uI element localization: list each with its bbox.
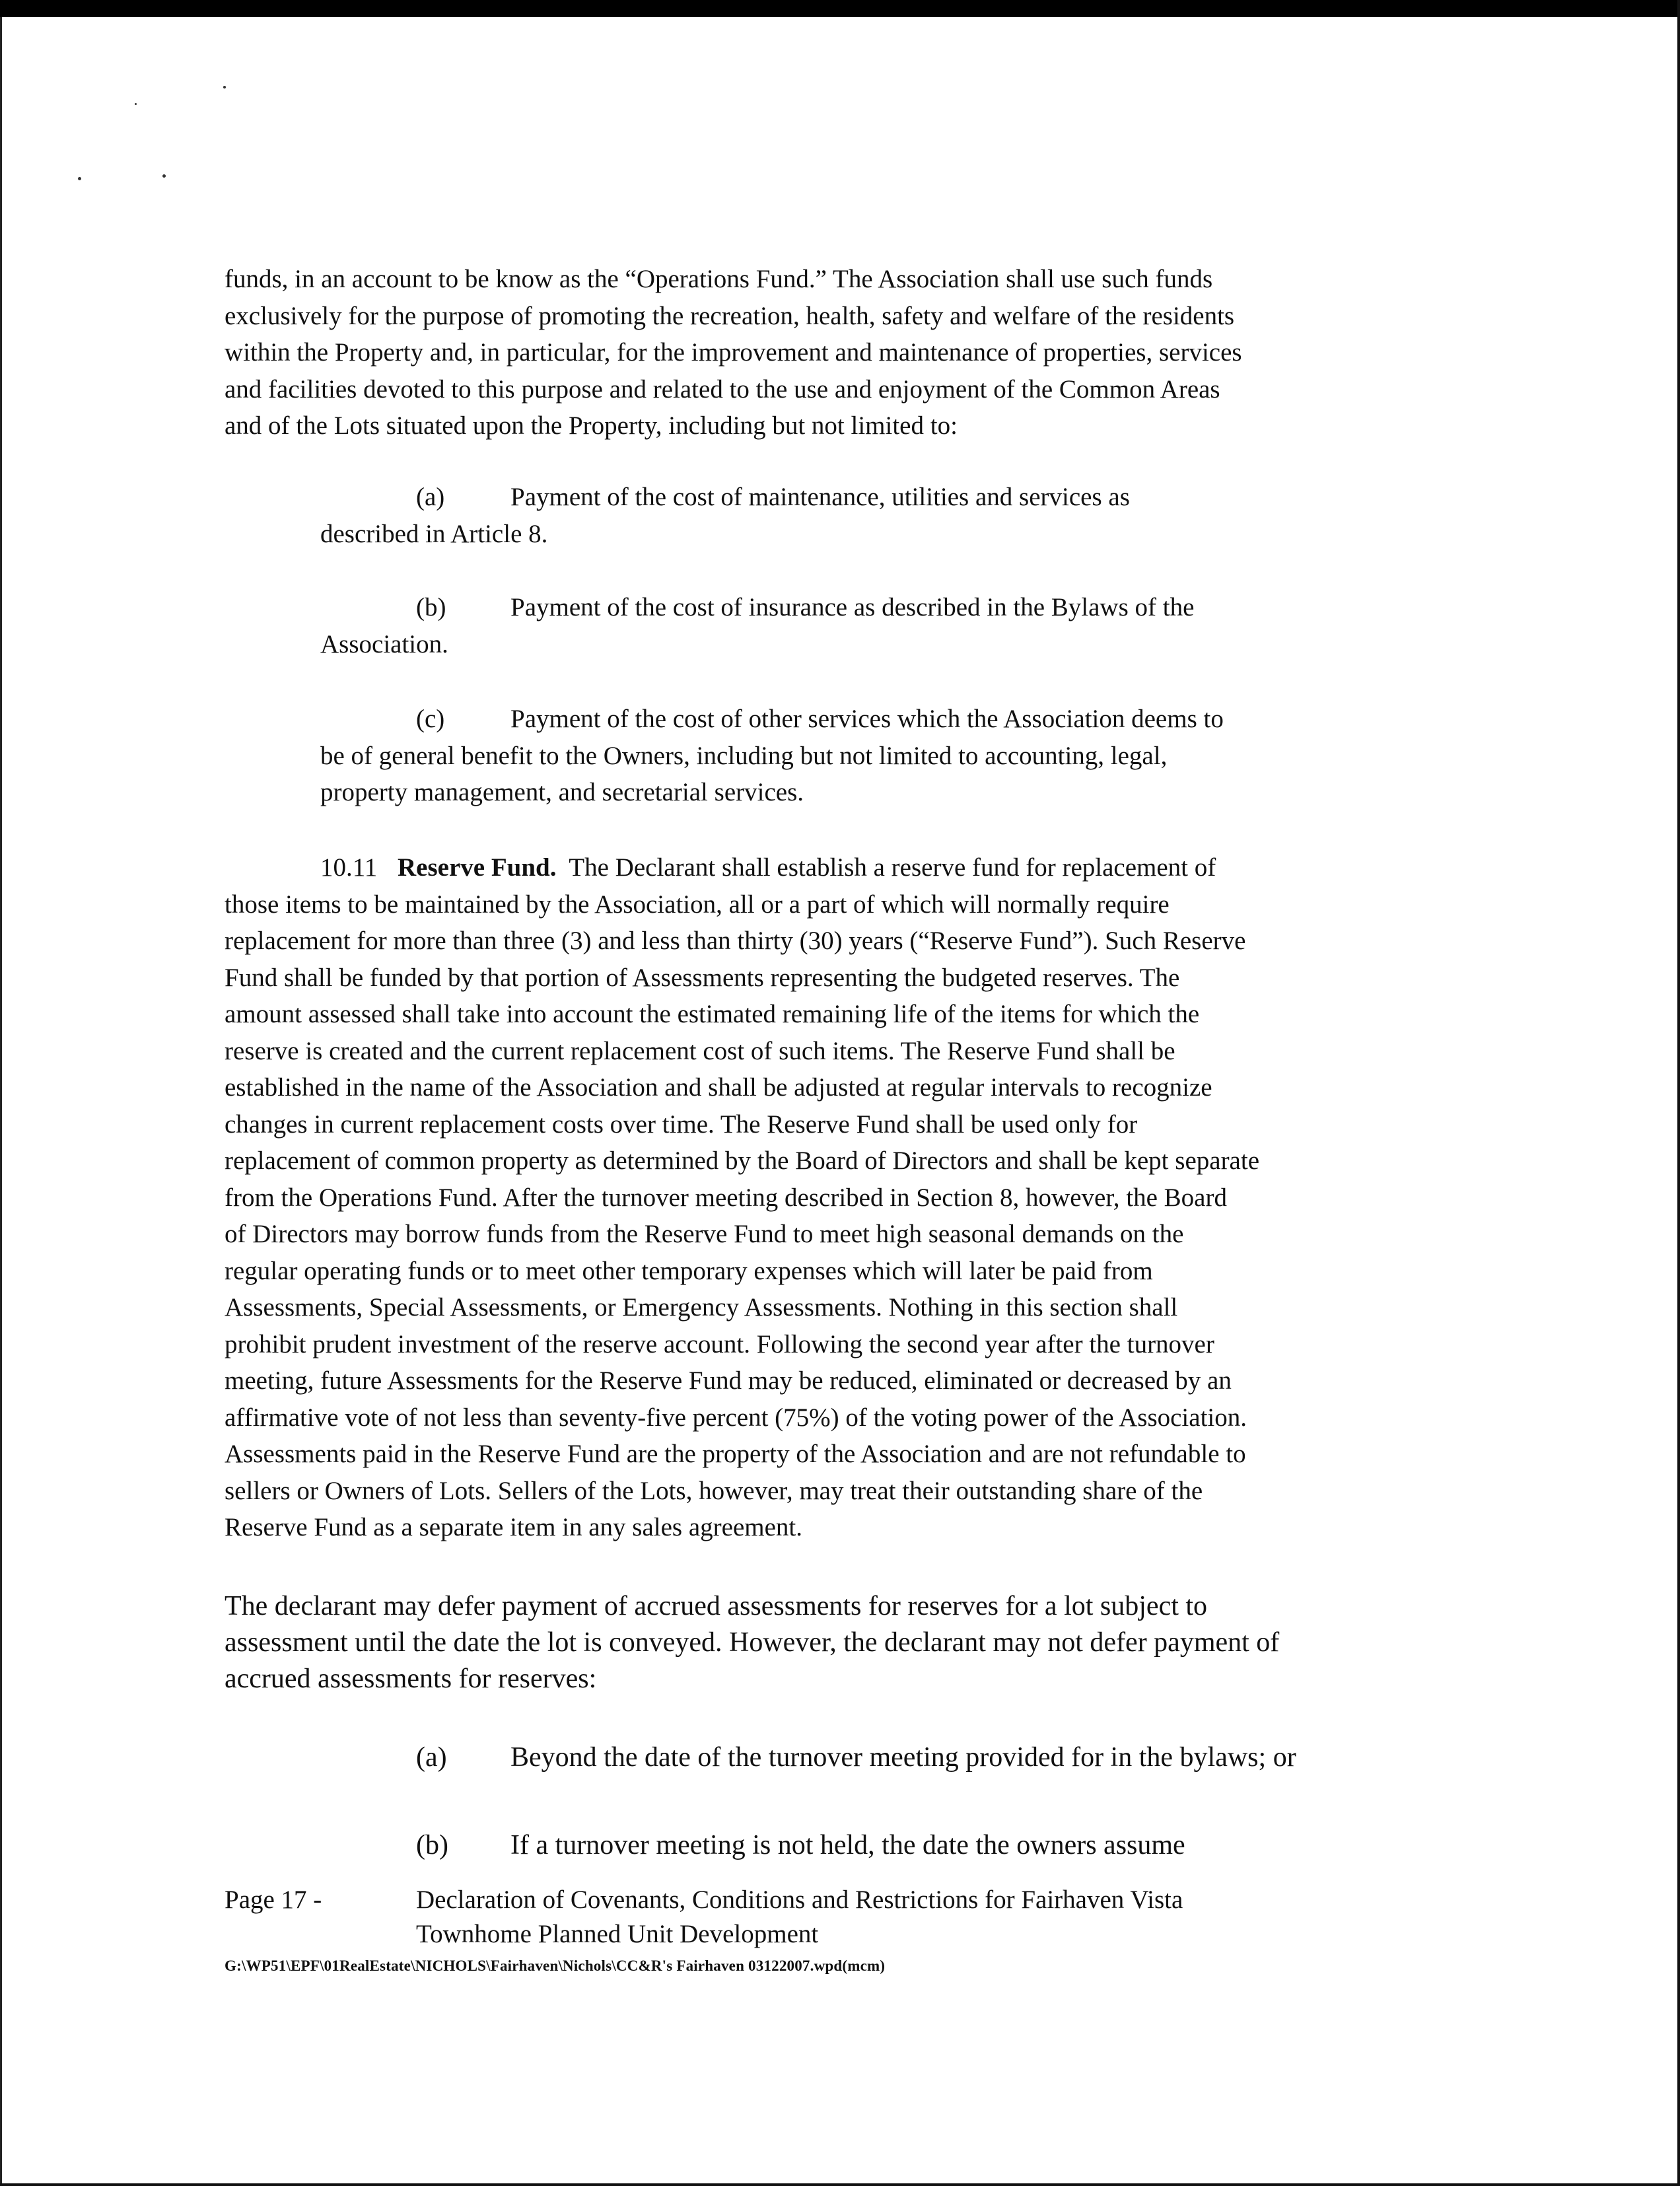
scan-bottom-border <box>0 2183 1680 2186</box>
text-line: changes in current replacement costs over time. The Reserve Fund shall be used only for <box>225 1110 1138 1139</box>
list-item-text: If a turnover meeting is not held, the date the owners assume <box>510 1830 1185 1860</box>
text-line: The declarant may defer payment of accrued assessments for reserves for a lot subject to <box>225 1591 1208 1621</box>
file-path: G:\WP51\EPF\01RealEstate\NICHOLS\Fairhaven\Nichols\CC&R's Fairhaven 03122007.wpd(mcm) <box>225 1957 886 1974</box>
section-number: 10.11 <box>320 853 378 882</box>
list-item-first-line <box>320 701 1224 738</box>
page-number: Page 17 - <box>225 1886 322 1914</box>
list-item-first-line <box>320 589 1194 626</box>
scan-speck <box>162 174 166 178</box>
operations-fund-paragraph <box>225 261 1242 444</box>
text-line: assessment until the date the lot is conveyed. However, the declarant may not defer payment of <box>225 1627 1280 1658</box>
list-marker: (b) <box>416 1830 448 1860</box>
text-line: accrued assessments for reserves: <box>225 1664 597 1694</box>
section-first-line <box>225 849 1259 886</box>
list-marker: (a) <box>416 1742 447 1773</box>
text-line: reserve is created and the current replacement cost of such items. The Reserve Fund shall be <box>225 1036 1175 1065</box>
operations-item-a <box>320 479 1130 552</box>
text-line: amount assessed shall take into account the estimated remaining life of the items for which the <box>225 1000 1200 1028</box>
title-line: Townhome Planned Unit Development <box>416 1920 819 1948</box>
list-item-continuation: be of general benefit to the Owners, including but not limited to accounting, legal, <box>320 741 1168 770</box>
text-line: Fund shall be funded by that portion of Assessments representing the budgeted reserves. The <box>225 963 1180 992</box>
text-line: prohibit prudent investment of the reserve account. Following the second year after the turnover <box>225 1329 1214 1358</box>
text-line: meeting, future Assessments for the Reserve Fund may be reduced, eliminated or decreased by an <box>225 1366 1232 1395</box>
title-line: Declaration of Covenants, Conditions and Restrictions for Fairhaven Vista <box>416 1886 1183 1914</box>
list-item-continuation: Association. <box>320 629 448 658</box>
text-line: Reserve Fund as a separate item in any sales agreement. <box>225 1513 803 1541</box>
list-marker: (a) <box>416 483 445 511</box>
text-line: and of the Lots situated upon the Property, including but not limited to: <box>225 411 958 440</box>
text-line: replacement of common property as determined by the Board of Directors and shall be kept separate <box>225 1146 1260 1175</box>
text-line: established in the name of the Association and shall be adjusted at regular intervals to recognize <box>225 1073 1212 1102</box>
text-line: replacement for more than three (3) and less than thirty (30) years (“Reserve Fund”). Such Reserve <box>225 927 1246 955</box>
reserve-fund-section <box>225 849 1259 1546</box>
scan-speck <box>78 177 81 180</box>
list-item-continuation: described in Article 8. <box>320 519 548 548</box>
scan-left-border <box>0 17 2 2186</box>
text-line: funds, in an account to be know as the “Operations Fund.” The Association shall use such funds <box>225 265 1213 293</box>
scan-right-border <box>1677 0 1680 2186</box>
text-line: affirmative vote of not less than seventy-five percent (75%) of the voting power of the Association. <box>225 1403 1247 1432</box>
text-line: sellers or Owners of Lots. Sellers of the Lots, however, may treat their outstanding share of the <box>225 1476 1203 1505</box>
text-line: within the Property and, in particular, for the improvement and maintenance of properties, services <box>225 338 1242 367</box>
scan-top-border <box>0 0 1680 17</box>
document-title <box>416 1883 1183 1952</box>
list-item-first-line <box>320 479 1130 516</box>
deferral-item-b <box>416 1827 1185 1864</box>
list-item-text: Payment of the cost of maintenance, utilities and services as <box>510 483 1130 511</box>
list-item-text: Payment of the cost of other services which the Association deems to <box>510 705 1224 733</box>
text-line: from the Operations Fund. After the turnover meeting described in Section 8, however, the Board <box>225 1183 1227 1212</box>
text-line: Assessments, Special Assessments, or Emergency Assessments. Nothing in this section shall <box>225 1293 1178 1322</box>
operations-item-b <box>320 589 1194 662</box>
list-item-text: Payment of the cost of insurance as described in the Bylaws of the <box>510 593 1195 621</box>
list-item-text: Beyond the date of the turnover meeting provided for in the bylaws; or <box>510 1742 1296 1773</box>
declarant-deferral-paragraph <box>225 1588 1279 1697</box>
text-line: regular operating funds or to meet other temporary expenses which will later be paid from <box>225 1256 1153 1285</box>
scan-speck <box>223 86 226 88</box>
text-line: and facilities devoted to this purpose and related to the use and enjoyment of the Common Areas <box>225 374 1220 404</box>
deferral-item-a <box>416 1740 1296 1776</box>
text-line: those items to be maintained by the Association, all or a part of which will normally require <box>225 890 1170 919</box>
list-marker: (b) <box>416 593 446 621</box>
scan-speck <box>135 103 137 105</box>
list-item-continuation: property management, and secretarial services. <box>320 778 804 806</box>
text-line: exclusively for the purpose of promoting the recreation, health, safety and welfare of the residents <box>225 301 1235 330</box>
operations-item-c <box>320 701 1224 811</box>
section-first-line-text: The Declarant shall establish a reserve fund for replacement of <box>569 853 1216 882</box>
text-line: Assessments paid in the Reserve Fund are the property of the Association and are not refundable to <box>225 1440 1246 1468</box>
text-line: of Directors may borrow funds from the Reserve Fund to meet high seasonal demands on the <box>225 1220 1184 1248</box>
list-marker: (c) <box>416 705 445 733</box>
section-heading: Reserve Fund. <box>398 853 557 882</box>
